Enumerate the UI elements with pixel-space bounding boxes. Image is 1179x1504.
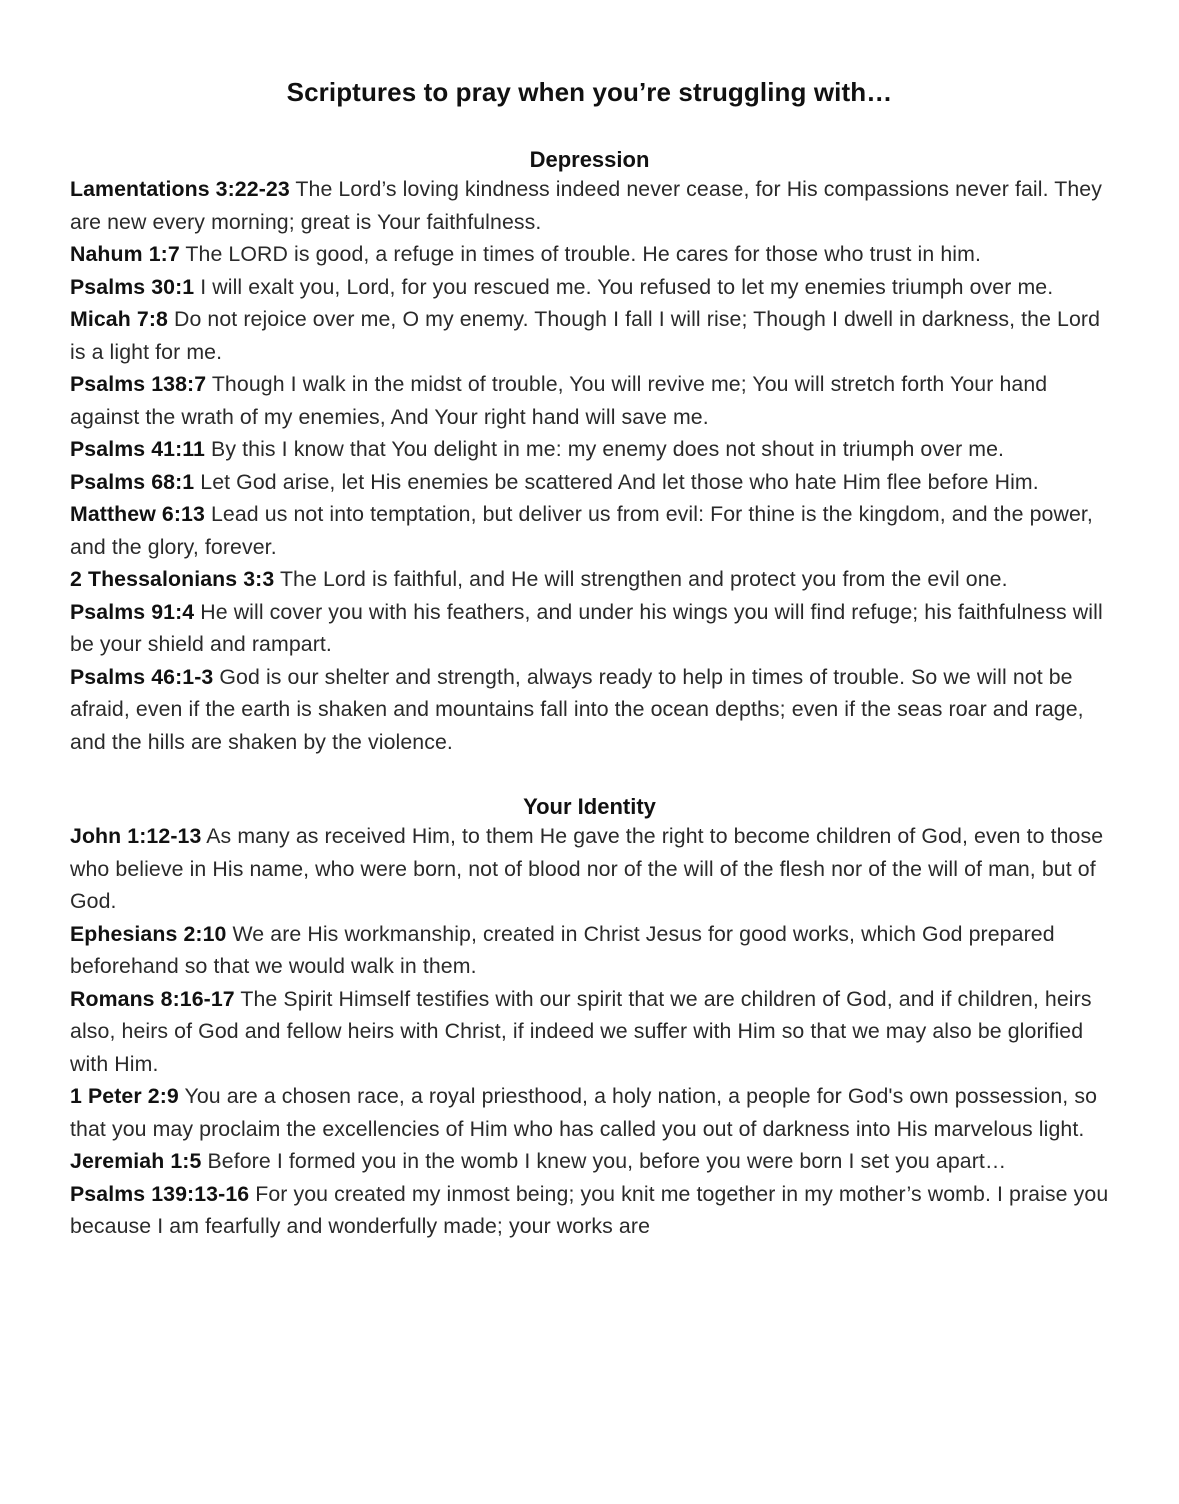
- verse-text: The LORD is good, a refuge in times of trouble. He cares for those who trust in him.: [179, 242, 981, 266]
- verse-reference: Psalms 91:4: [70, 599, 195, 624]
- verse-item: [70, 661, 1109, 759]
- verse-item: [70, 368, 1109, 433]
- verse-reference: Romans 8:16-17: [70, 986, 235, 1011]
- document-title: Scriptures to pray when you’re struggling with…: [286, 77, 893, 107]
- verse-text: He will cover you with his feathers, and under his wings you will find refuge; his faithfulness will be your shield and rampart.: [70, 599, 1103, 656]
- verse-text: Do not rejoice over me, O my enemy. Though I fall I will rise; Though I dwell in darkness, the Lord is a light for me.: [70, 307, 1101, 364]
- verse-text: The Lord is faithful, and He will strengthen and protect you from the evil one.: [274, 567, 1008, 591]
- section-depression: [70, 147, 1109, 758]
- section-heading-your-identity: Your Identity: [523, 794, 656, 819]
- verse-text: God is our shelter and strength, always ready to help in times of trouble. So we will not be afraid, even if the earth is shaken and mountains fall into the ocean depths; even if the seas roar and rage, and the hills are shaken by the violence.: [70, 664, 1084, 754]
- section-your-identity: [70, 794, 1109, 1243]
- verse-text: By this I know that You delight in me: my enemy does not shout in triumph over me.: [205, 437, 1005, 461]
- verse-reference: Lamentations 3:22-23: [70, 177, 290, 201]
- verse-reference: 2 Thessalonians 3:3: [70, 567, 275, 591]
- verse-item: [70, 433, 1109, 466]
- verse-item: [70, 563, 1109, 596]
- verse-reference: Jeremiah 1:5: [70, 1149, 202, 1173]
- verse-item: [70, 173, 1109, 238]
- verse-text: Though I walk in the midst of trouble, You will revive me; You will stretch forth Your hand against the wrath of my enemies, And Your right hand will save me.: [70, 372, 1048, 429]
- verse-text: Let God arise, let His enemies be scattered And let those who hate Him flee before Him.: [194, 469, 1039, 494]
- verse-reference: Ephesians 2:10: [70, 921, 227, 946]
- verse-item: [70, 498, 1109, 563]
- verse-item: [70, 271, 1109, 304]
- verse-item: [70, 303, 1109, 368]
- verse-text: As many as received Him, to them He gave the right to become children of God, even to those who believe in His name, who were born, not of blood nor of the will of the flesh nor of the will of man, but of God.: [70, 824, 1104, 913]
- verse-item: [70, 820, 1109, 918]
- verse-item: [70, 238, 1109, 271]
- verse-item: [70, 596, 1109, 661]
- verse-text: The Lord’s loving kindness indeed never cease, for His compassions never fail. They are new every morning; great is Your faithfulness.: [70, 177, 1102, 234]
- verse-reference: John 1:12-13: [70, 824, 202, 848]
- verse-item: [70, 918, 1109, 983]
- verse-reference: Psalms 30:1: [70, 274, 195, 299]
- verse-list-your-identity: [70, 820, 1109, 1243]
- verse-reference: Matthew 6:13: [70, 502, 205, 526]
- verse-text: Before I formed you in the womb I knew you, before you were born I set you apart…: [201, 1149, 1007, 1173]
- verse-reference: 1 Peter 2:9: [70, 1084, 179, 1108]
- section-heading-depression: Depression: [529, 147, 650, 172]
- verse-item: [70, 983, 1109, 1081]
- verse-reference: Micah 7:8: [70, 307, 168, 331]
- verse-text: For you created my inmost being; you knit me together in my mother’s womb. I praise you because I am fearfully and wonderfully made; your works are: [70, 1181, 1109, 1238]
- verse-text: I will exalt you, Lord, for you rescued me. You refused to let my enemies triumph over me.: [194, 274, 1054, 299]
- verse-reference: Psalms 138:7: [70, 372, 207, 396]
- verse-item: [70, 1145, 1109, 1178]
- verse-item: [70, 1178, 1109, 1243]
- verse-text: You are a chosen race, a royal priesthood, a holy nation, a people for God's own possession, so that you may proclaim the excellencies of Him who has called you out of darkness into His marvelous light.: [70, 1084, 1098, 1141]
- verse-reference: Psalms 46:1-3: [70, 664, 214, 689]
- verse-text: The Spirit Himself testifies with our spirit that we are children of God, and if children, heirs also, heirs of God and fellow heirs with Christ, if indeed we suffer with Him so that we may also be glorified with Him.: [70, 986, 1092, 1076]
- verse-item: [70, 1080, 1109, 1145]
- verse-list-depression: [70, 173, 1109, 758]
- verse-item: [70, 466, 1109, 499]
- verse-text: We are His workmanship, created in Christ Jesus for good works, which God prepared beforehand so that we would walk in them.: [70, 921, 1055, 978]
- verse-text: Lead us not into temptation, but deliver us from evil: For thine is the kingdom, and the power, and the glory, forever.: [70, 502, 1093, 559]
- verse-reference: Nahum 1:7: [70, 242, 180, 266]
- verse-reference: Psalms 41:11: [70, 437, 206, 461]
- verse-reference: Psalms 139:13-16: [70, 1181, 250, 1206]
- verse-reference: Psalms 68:1: [70, 469, 195, 494]
